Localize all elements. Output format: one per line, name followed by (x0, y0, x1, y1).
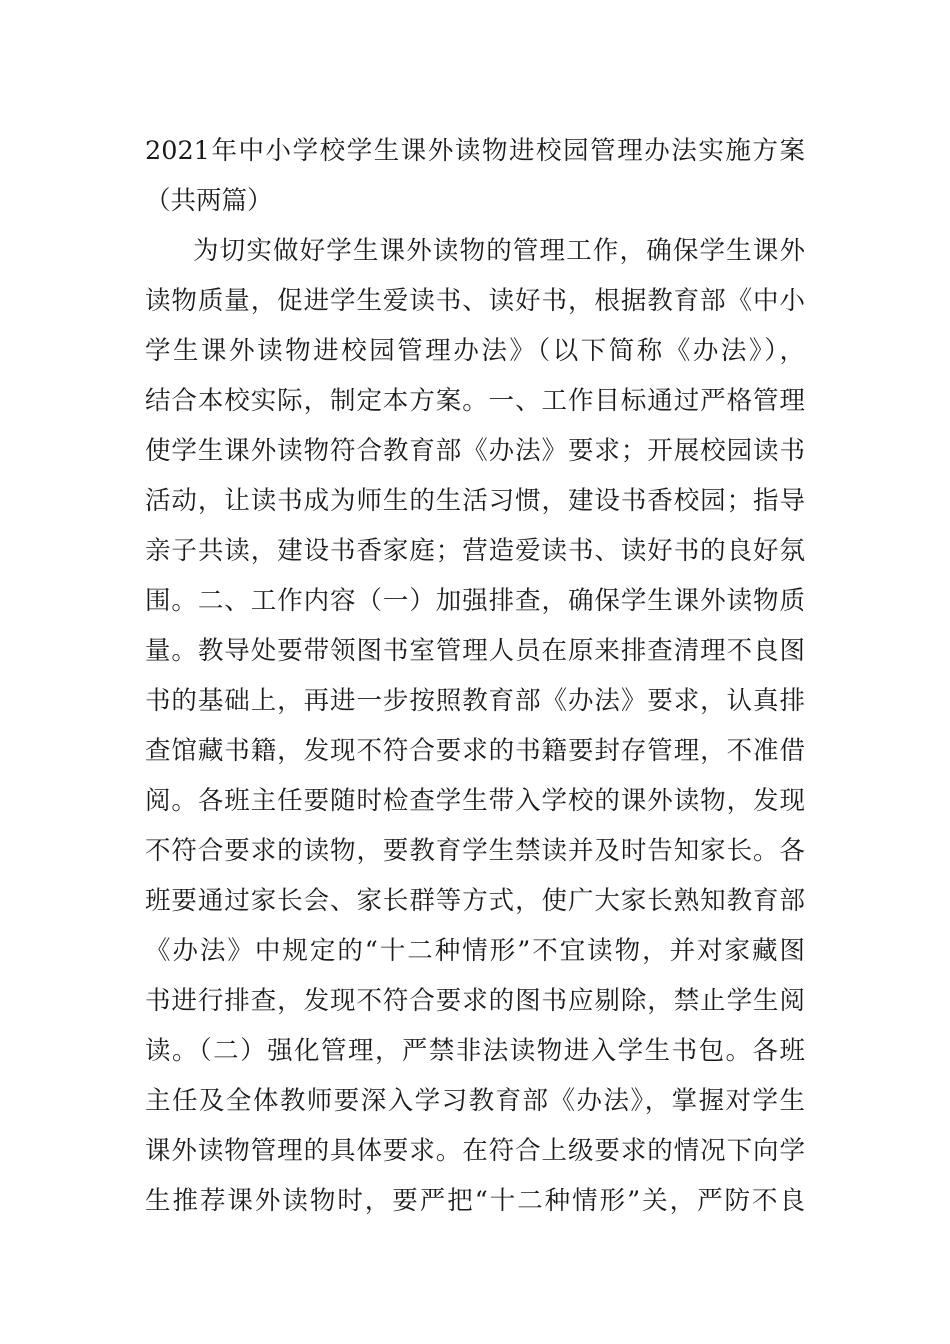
body-line: 不符合要求的读物，要教育学生禁读并及时告知家长。各 (145, 836, 805, 866)
body-line: 量。教导处要带领图书室管理人员在原来排查清理不良图 (145, 636, 805, 666)
body-line: 围。二、工作内容（一）加强排查，确保学生课外读物质 (145, 586, 805, 616)
body-line: 使学生课外读物符合教育部《办法》要求；开展校园读书 (145, 436, 805, 466)
document-title-line-1: 2021年中小学校学生课外读物进校园管理办法实施方案 (145, 136, 805, 166)
body-line: 读。（二）强化管理，严禁非法读物进入学生书包。各班 (145, 1036, 805, 1066)
body-line: 主任及全体教师要深入学习教育部《办法》，掌握对学生 (145, 1086, 805, 1116)
body-line: 读物质量，促进学生爱读书、读好书，根据教育部《中小 (145, 286, 805, 316)
body-line: 书进行排查，发现不符合要求的图书应剔除，禁止学生阅 (145, 986, 805, 1016)
document-title-line-2: （共两篇） (145, 186, 273, 216)
body-line: 生推荐课外读物时，要严把“十二种情形”关，严防不良 (145, 1186, 805, 1216)
body-line: 亲子共读，建设书香家庭；营造爱读书、读好书的良好氛 (145, 536, 805, 566)
body-line: 结合本校实际，制定本方案。一、工作目标通过严格管理 (145, 386, 805, 416)
body-line: 书的基础上，再进一步按照教育部《办法》要求，认真排 (145, 686, 805, 716)
body-line: 为切实做好学生课外读物的管理工作，确保学生课外 (193, 236, 805, 266)
body-line: 班要通过家长会、家长群等方式，使广大家长熟知教育部 (145, 886, 805, 916)
body-line: 学生课外读物进校园管理办法》（以下简称《办法》）， (145, 336, 805, 366)
body-line: 活动，让读书成为师生的生活习惯，建设书香校园；指导 (145, 486, 805, 516)
body-line: 《办法》中规定的“十二种情形”不宜读物，并对家藏图 (145, 936, 805, 966)
body-line: 课外读物管理的具体要求。在符合上级要求的情况下向学 (145, 1136, 805, 1166)
body-line: 查馆藏书籍，发现不符合要求的书籍要封存管理，不准借 (145, 736, 805, 766)
body-line: 阅。各班主任要随时检查学生带入学校的课外读物，发现 (145, 786, 805, 816)
